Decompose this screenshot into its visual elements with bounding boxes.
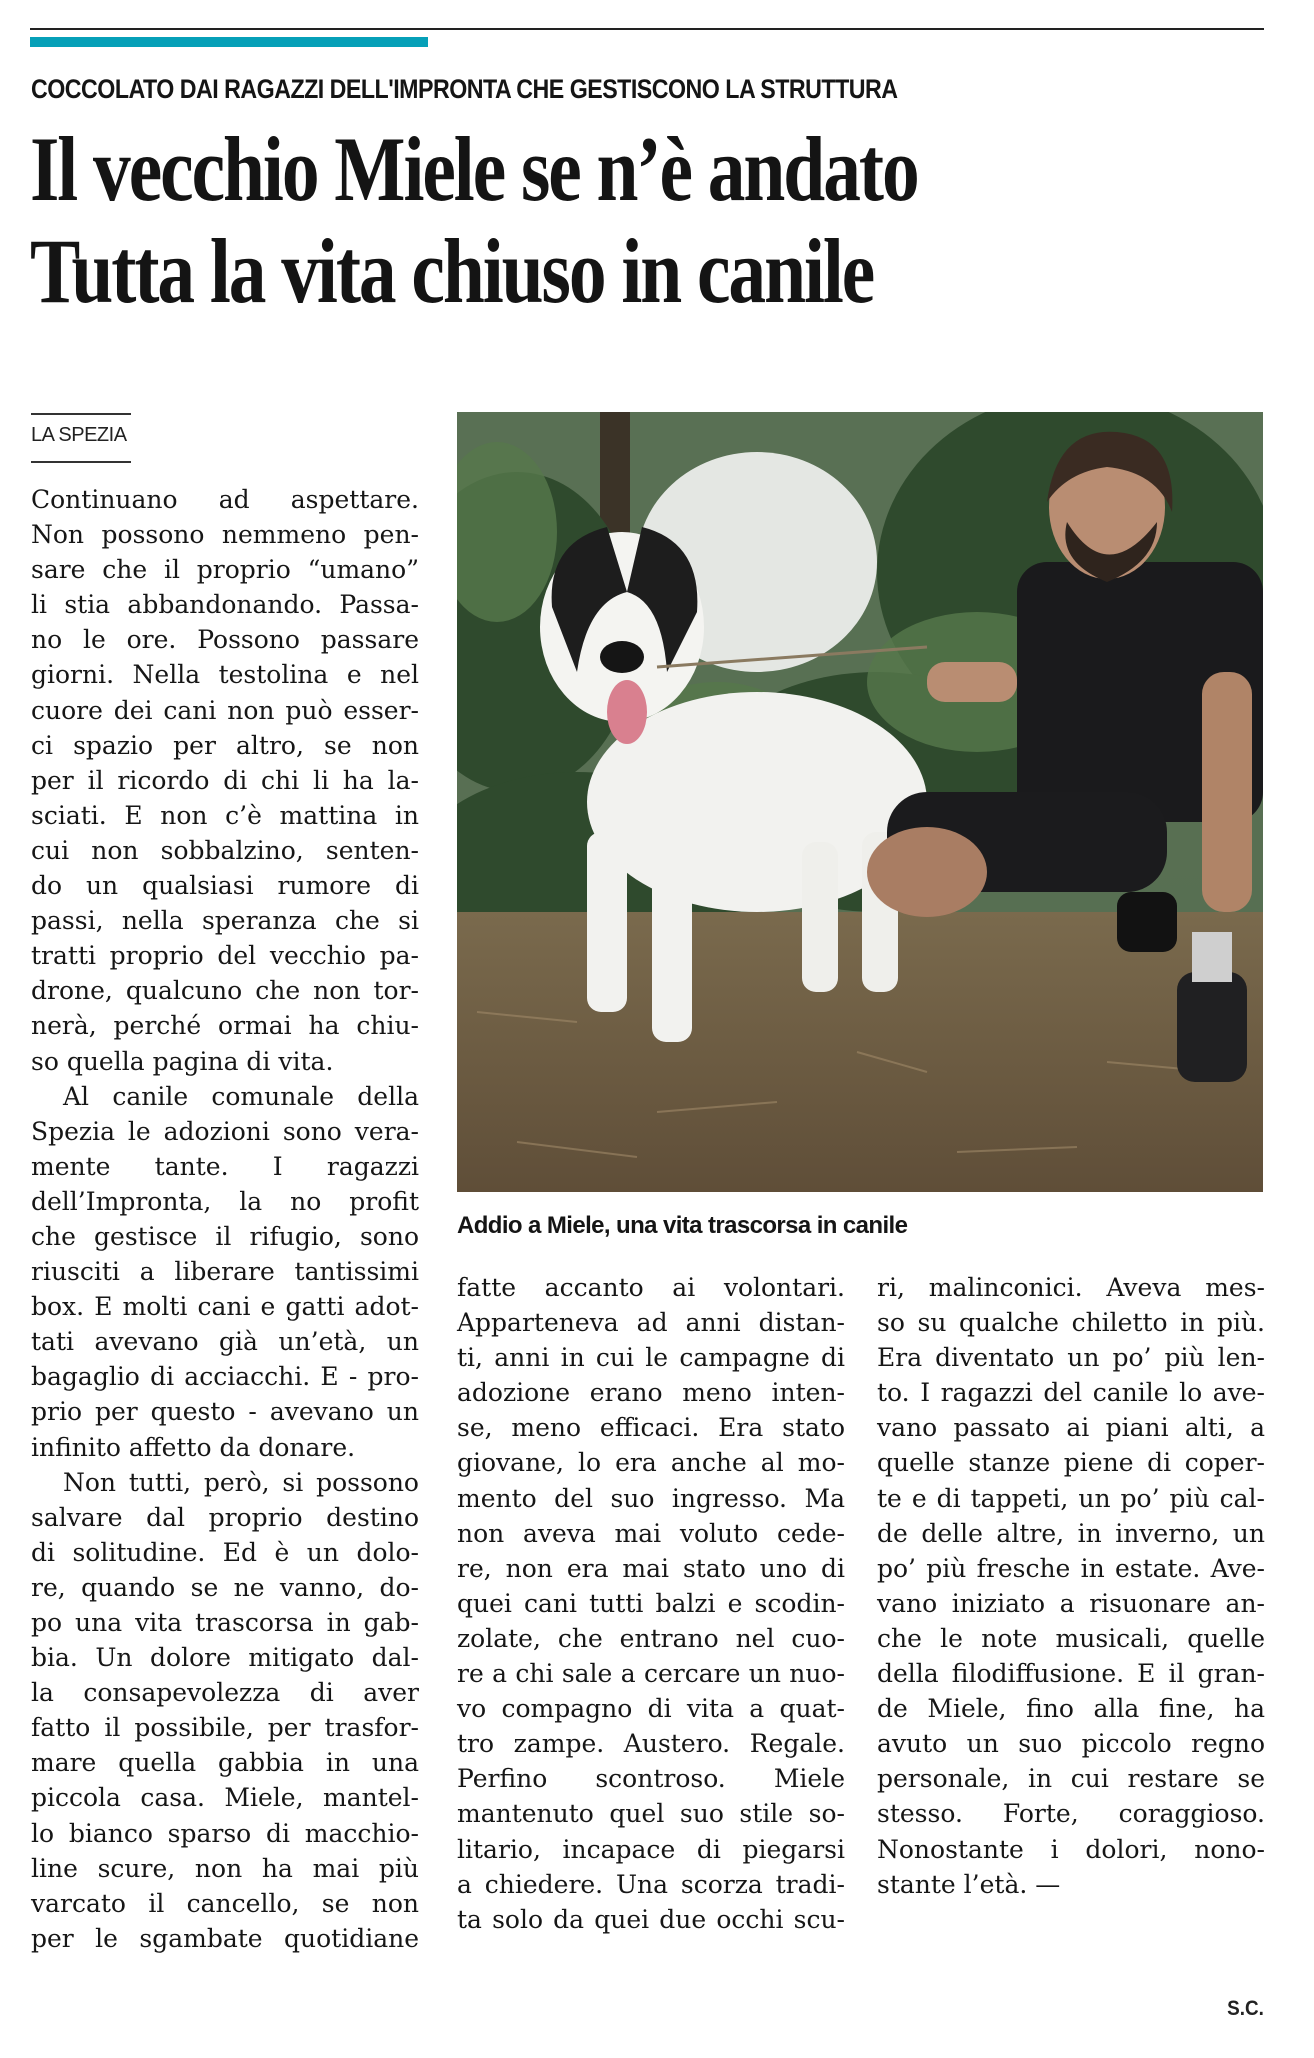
body-text-line: personale, in cui restare se	[877, 1764, 1265, 1794]
body-text-line: mantenuto quel suo stile so-	[457, 1799, 845, 1829]
body-text-line: bia. Un dolore mitigato dal-	[31, 1643, 419, 1673]
article-photo	[457, 412, 1263, 1192]
body-text-line: adozione erano meno inten-	[457, 1378, 845, 1408]
body-text-line: che le note musicali, quelle	[877, 1623, 1265, 1653]
body-text-line: so quella pagina di vita.	[31, 1046, 334, 1076]
body-text-line: vano iniziato a risuonare an-	[877, 1588, 1265, 1618]
body-text-line: ta solo da quei due occhi scu-	[457, 1904, 845, 1934]
body-text-line: ci spazio per altro, se non	[31, 730, 419, 760]
body-text-line: non aveva mai voluto cede-	[457, 1518, 845, 1548]
body-text-line: infinito affetto da donare.	[31, 1432, 356, 1462]
body-text-line: tratti proprio del vecchio pa-	[31, 941, 419, 971]
body-text-line: tro zampe. Austero. Regale.	[457, 1729, 845, 1759]
body-text-line: piccola casa. Miele, mantel-	[31, 1783, 419, 1813]
body-text-line: re, non era mai stato uno di	[457, 1553, 845, 1583]
dateline: LA SPEZIA	[31, 424, 127, 446]
dateline-rule-bottom	[31, 461, 131, 463]
body-text-line: box. E molti cani e gatti adot-	[31, 1292, 419, 1322]
body-text-line: passi, nella speranza che si	[31, 906, 419, 936]
body-text-line: ri, malinconici. Aveva mes-	[877, 1273, 1265, 1302]
body-text-line: Perfino scontroso. Miele	[457, 1764, 845, 1794]
overline-kicker: COCCOLATO DAI RAGAZZI DELL'IMPRONTA CHE GESTISCONO LA STRUTTURA	[31, 74, 898, 104]
body-text-line: drone, qualcuno che non tor-	[31, 976, 419, 1006]
body-text-line: sciati. E non c’è mattina in	[31, 800, 419, 830]
author-signature: S.C.	[1227, 1997, 1264, 2020]
body-text-line: Continuano ad aspettare.	[31, 485, 419, 514]
headline-line-2: Tutta la vita chiuso in canile	[30, 220, 874, 322]
body-text-line: lo bianco sparso di macchio-	[31, 1818, 419, 1848]
body-text-line: stante l’età. —	[877, 1869, 1061, 1899]
body-text-line: po una vita trascorsa in gab-	[31, 1608, 419, 1637]
photo-caption: Addio a Miele, una vita trascorsa in canile	[457, 1212, 908, 1239]
body-text-line: avuto un suo piccolo regno	[877, 1729, 1265, 1759]
body-text-line: nerà, perché ormai ha chiu-	[31, 1011, 419, 1041]
body-text-line: quelle stanze piene di coper-	[877, 1448, 1265, 1478]
body-text-line: vano passato ai piani alti, a	[877, 1413, 1265, 1443]
body-text-line: so su qualche chiletto in più.	[877, 1308, 1265, 1338]
body-text-line: to. I ragazzi del canile lo ave-	[877, 1378, 1265, 1408]
body-text-line: li stia abbandonando. Passa-	[31, 590, 419, 620]
body-text-line: Non possono nemmeno pen-	[31, 520, 419, 550]
body-text-line: vo compagno di vita a quat-	[457, 1694, 845, 1724]
body-column-2	[457, 1270, 845, 1937]
body-text-line: fatte accanto ai volontari.	[457, 1273, 845, 1302]
body-text-line: Al canile comunale della	[63, 1081, 419, 1111]
body-text-line: mento del suo ingresso. Ma	[457, 1483, 845, 1513]
body-text-line: se, meno efficaci. Era stato	[457, 1413, 845, 1443]
body-text-line: tati avevano già un’età, un	[31, 1327, 419, 1357]
body-column-3	[877, 1270, 1265, 1902]
body-text-line: te e di tappeti, un po’ più cal-	[877, 1483, 1265, 1513]
body-text-line: dell’Impronta, la no profit	[31, 1186, 419, 1216]
body-text-line: re, quando se ne vanno, do-	[31, 1572, 419, 1602]
body-text-line: ti, anni in cui le campagne di	[457, 1343, 845, 1373]
body-text-line: line scure, non ha mai più	[31, 1853, 419, 1883]
body-text-line: Spezia le adozioni sono vera-	[31, 1116, 419, 1146]
top-rule	[30, 28, 1264, 30]
body-text-line: a chiedere. Una scorza tradi-	[457, 1869, 845, 1899]
body-text-line: de Miele, fino alla fine, ha	[877, 1694, 1265, 1724]
body-text-line: no le ore. Possono passare	[31, 625, 419, 655]
body-text-line: la consapevolezza di aver	[31, 1678, 419, 1708]
photo-illustration	[457, 412, 1263, 1192]
body-text-line: della filodiffusione. E il gran-	[877, 1659, 1265, 1689]
body-text-line: de delle altre, in inverno, un	[877, 1518, 1265, 1548]
body-text-line: fatto il possibile, per trasfor-	[31, 1713, 419, 1743]
body-text-line: per le sgambate quotidiane	[31, 1923, 419, 1953]
headline-line-1: Il vecchio Miele se n’è andato	[30, 118, 918, 220]
body-text-line: po’ più fresche in estate. Ave-	[877, 1553, 1265, 1583]
body-text-line: quei cani tutti balzi e scodin-	[457, 1588, 845, 1618]
section-accent-bar	[30, 37, 428, 47]
body-text-line: sare che il proprio “umano”	[31, 555, 419, 585]
body-text-line: zolate, che entrano nel cuo-	[457, 1623, 845, 1653]
body-text-line: giovane, lo era anche al mo-	[457, 1448, 845, 1478]
body-text-line: Nonostante i dolori, nono-	[877, 1834, 1265, 1864]
dateline-rule-top	[31, 413, 131, 415]
body-text-line: stesso. Forte, coraggioso.	[877, 1799, 1265, 1829]
body-text-line: do un qualsiasi rumore di	[31, 871, 419, 901]
body-text-line: Non tutti, però, si possono	[63, 1467, 419, 1497]
body-text-line: varcato il cancello, se non	[31, 1888, 419, 1918]
body-text-line: Era diventato un po’ più len-	[877, 1343, 1265, 1373]
body-text-line: prio per questo - avevano un	[31, 1397, 419, 1427]
headline	[30, 118, 1096, 322]
body-text-line: bagaglio di acciacchi. E - pro-	[31, 1362, 419, 1392]
body-text-line: riusciti a liberare tantissimi	[31, 1257, 419, 1287]
body-text-line: di solitudine. Ed è un dolo-	[31, 1537, 419, 1567]
body-text-line: giorni. Nella testolina e nel	[31, 660, 419, 690]
body-column-1	[31, 482, 419, 1956]
body-text-line: re a chi sale a cercare un nuo-	[457, 1659, 845, 1689]
body-text-line: per il ricordo di chi li ha la-	[31, 765, 419, 795]
body-text-line: cui non sobbalzino, senten-	[31, 835, 419, 865]
body-text-line: che gestisce il rifugio, sono	[31, 1221, 419, 1251]
body-text-line: mente tante. I ragazzi	[31, 1151, 419, 1181]
body-text-line: salvare dal proprio destino	[31, 1502, 419, 1532]
body-text-line: mare quella gabbia in una	[31, 1748, 419, 1778]
body-text-line: Apparteneva ad anni distan-	[457, 1308, 845, 1338]
body-text-line: litario, incapace di piegarsi	[457, 1834, 845, 1864]
body-text-line: cuore dei cani non può esser-	[31, 695, 419, 725]
